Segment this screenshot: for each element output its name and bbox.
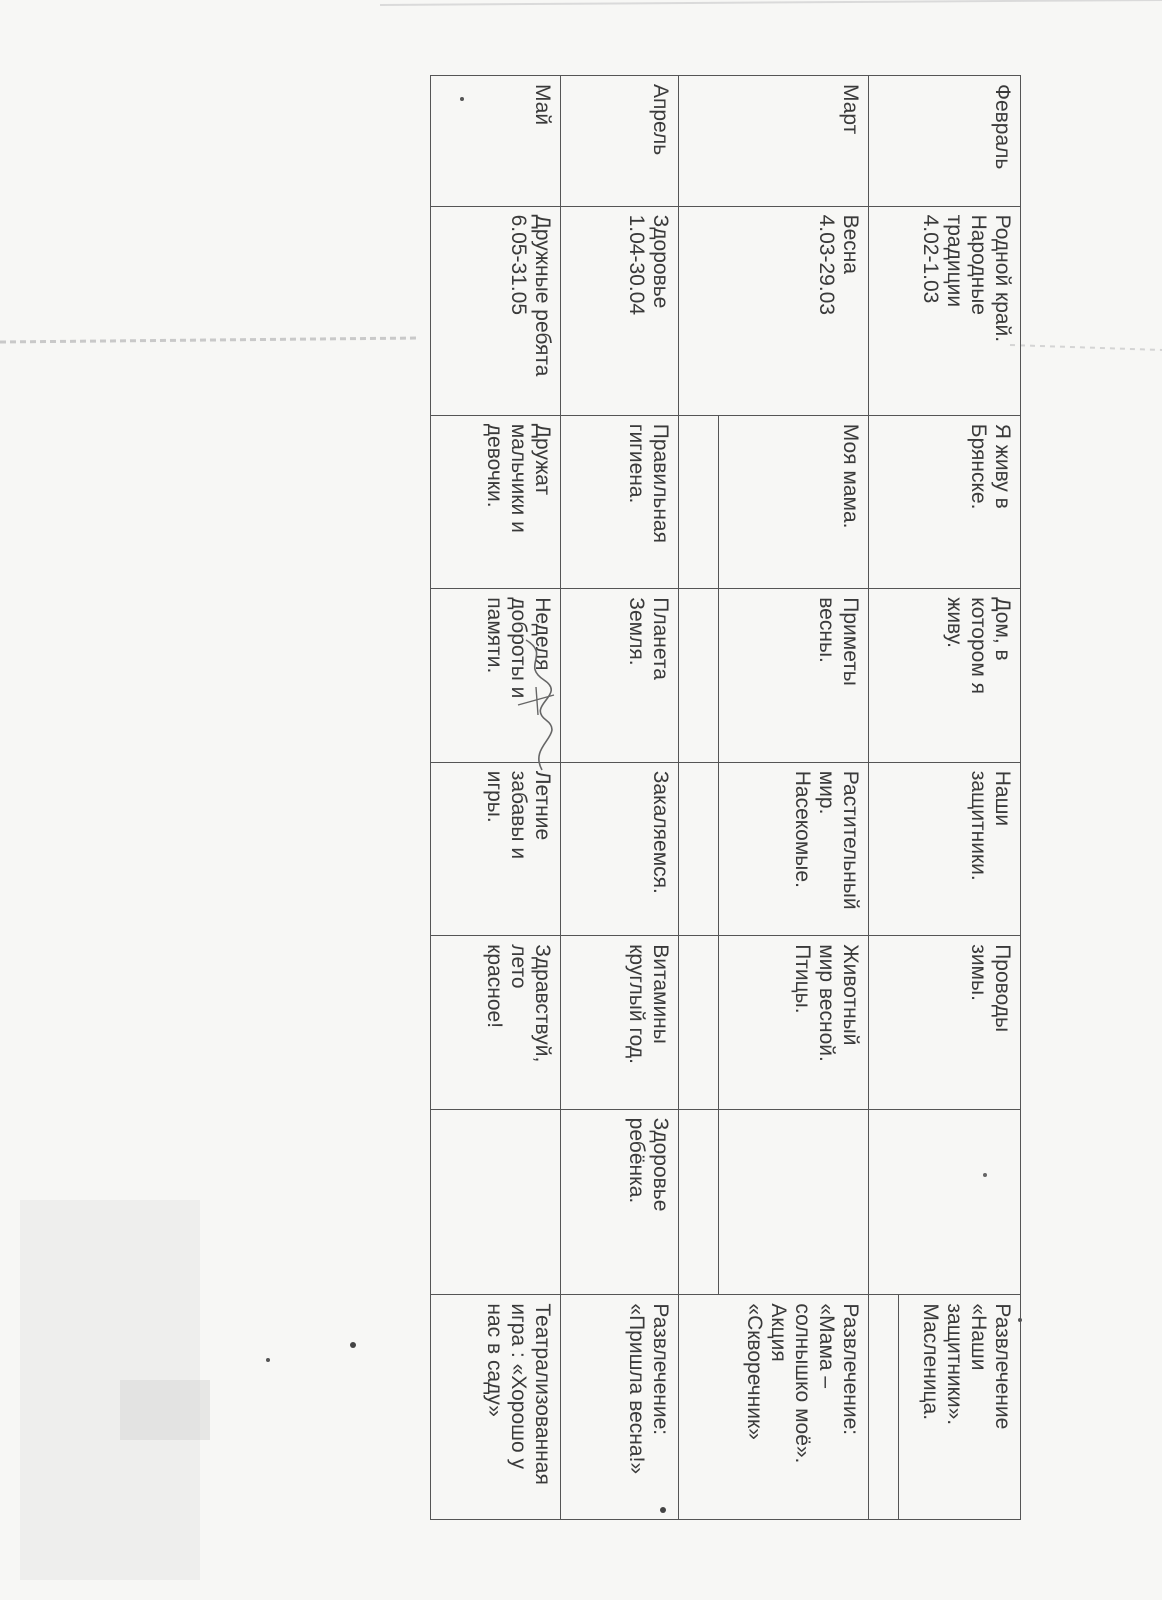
empty-cell — [679, 936, 719, 1109]
empty-cell — [679, 762, 719, 935]
week5-cell — [431, 1109, 561, 1295]
empty-cell — [869, 1295, 899, 1520]
week1-cell: Моя мама. — [719, 415, 869, 588]
week1-cell: Дружат мальчики и девочки. — [431, 415, 561, 588]
thematic-plan-table — [430, 75, 1021, 1520]
table-row-march — [719, 76, 869, 1520]
final-event-cell: Театрализованная игра : «Хорошо у нас в саду» — [431, 1295, 561, 1520]
week2-cell: Планета Земля. — [561, 589, 679, 762]
week3-cell: Растительный мир. Насекомые. — [719, 762, 869, 935]
week5-cell — [719, 1109, 869, 1295]
week2-cell: Приметы весны. — [719, 589, 869, 762]
week3-cell: Закаляемся. — [561, 762, 679, 935]
theme-cell: Здоровье 1.04-30.04 — [561, 206, 679, 415]
month-cell: Март — [679, 76, 869, 207]
empty-cell — [679, 589, 719, 762]
week4-cell: Животный мир весной. Птицы. — [719, 936, 869, 1109]
week1-cell: Правильная гигиена. — [561, 415, 679, 588]
week4-cell: Проводы зимы. — [869, 936, 1021, 1109]
table-row-may — [431, 76, 561, 1520]
week4-cell: Витамины круглый год. — [561, 936, 679, 1109]
month-cell: Апрель — [561, 76, 679, 207]
week4-cell: Здравствуй, лето красное! — [431, 936, 561, 1109]
week3-cell: Наши защитники. — [869, 762, 1021, 935]
month-cell: Февраль — [869, 76, 1021, 207]
theme-cell: Весна 4.03-29.03 — [679, 206, 869, 415]
final-event-cell: Развлечение «Наши защитники». Масленица. — [899, 1295, 1021, 1520]
final-event-cell: Развлечение: «Мама – солнышко моё». Акция «Скворечник» — [679, 1295, 869, 1520]
rotated-document — [431, 75, 1021, 1520]
week2-cell: Дом, в котором я живу. — [869, 589, 1021, 762]
table-row-february — [899, 76, 1021, 1520]
final-event-cell: Развлечение: «Пришла весна!» — [561, 1295, 679, 1520]
week5-cell — [869, 1109, 1021, 1295]
month-cell: Май — [431, 76, 561, 207]
theme-cell: Родной край. Народные традиции 4.02-1.03 — [869, 206, 1021, 415]
empty-cell — [679, 415, 719, 588]
week1-cell: Я живу в Брянске. — [869, 415, 1021, 588]
week5-cell: Здоровье ребёнка. — [561, 1109, 679, 1295]
table-row-april — [561, 76, 679, 1520]
empty-cell — [679, 1109, 719, 1295]
week3-cell: Летние забавы и игры. — [431, 762, 561, 935]
theme-cell: Дружные ребята 6.05-31.05 — [431, 206, 561, 415]
week2-cell: Неделя доброты и памяти. — [431, 589, 561, 762]
